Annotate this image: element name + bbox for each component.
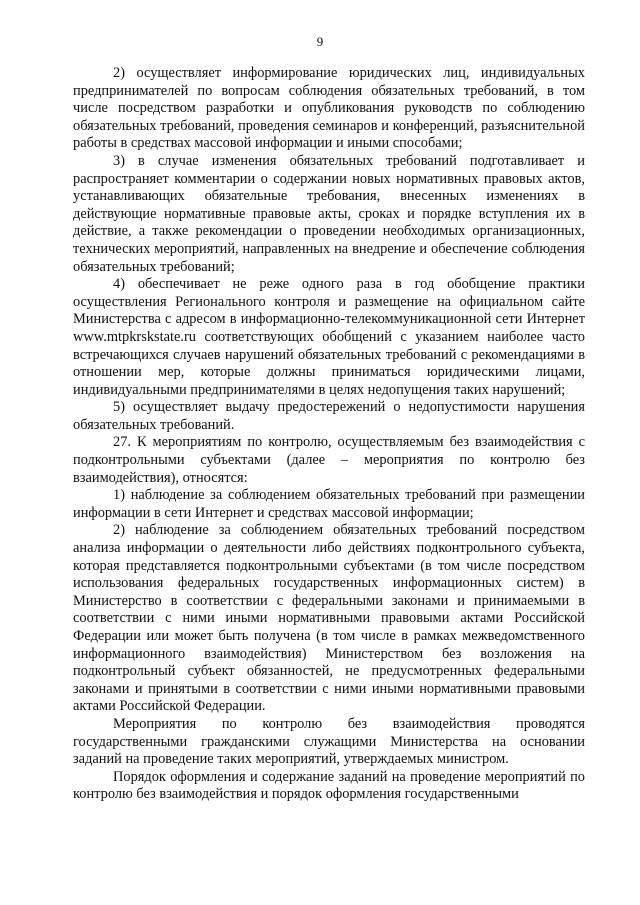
paragraph: Порядок оформления и содержание заданий на проведение мероприятий по контролю без взаимодействия и порядок оформления государственными	[73, 768, 585, 803]
page-number: 9	[316, 34, 324, 49]
paragraph: 1) наблюдение за соблюдением обязательных требований при размещении информации в сети Интернет и средствах массовой информации;	[73, 487, 585, 521]
paragraph: 3) в случае изменения обязательных требований подготавливает и распространяет комментарии о содержании новых нормативных правовых актов, устанавливающих обязательные требования, внесенных изменениях в действующие нормативные правовые акты, сроках и порядке вступления их в действие, а также рекомендации о проведении необходимых организационных, технических мероприятий, направленных на внедрение и обеспечение соблюдения обязательных требований;	[73, 152, 585, 275]
paragraph: 2) осуществляет информирование юридических лиц, индивидуальных предпринимателей по вопросам соблюдения обязательных требований, в том числе посредством разработки и опубликования руководств по соблюдению обязательных требований, проведения семинаров и конференций, разъяснительной работы в средствах массовой информации и иными способами;	[73, 65, 585, 152]
document-body	[73, 65, 585, 804]
paragraph: 2) наблюдение за соблюдением обязательных требований посредством анализа информации о деятельности либо действиях подконтрольного субъекта, которая представляется подконтрольными субъектами (в том числе посредством использования федеральных государственных информационных систем) в Министерство в соответствии с федеральными законами и принимаемыми в соответствии с ними иными нормативными правовыми актами Российской Федерации или может быть получена (в том числе в рамках межведомственного информационного взаимодействия) Министерством без возложения на подконтрольный субъект обязанностей, не предусмотренных федеральными законами и принятыми в соответствии с ними иными нормативными правовыми актами Российской Федерации.	[73, 522, 585, 715]
paragraph: Мероприятия по контролю без взаимодействия проводятся государственными гражданскими служащими Министерства на основании заданий на проведение таких мероприятий, утверждаемых министром.	[73, 715, 585, 768]
paragraph: 27. К мероприятиям по контролю, осуществляемым без взаимодействия с подконтрольными субъектами (далее – мероприятия по контролю без взаимодействия), относятся:	[73, 434, 585, 486]
paragraph: 5) осуществляет выдачу предостережений о недопустимости нарушения обязательных требований.	[73, 399, 585, 433]
paragraph: 4) обеспечивает не реже одного раза в год обобщение практики осуществления Регионального контроля и размещение на официальном сайте Министерства с адресом в информационно-телекоммуникационной сети Интернет www.mtpkrskstate.ru соответствующих обобщений с указанием наиболее часто встречающихся случаев нарушений обязательных требований с рекомендациями в отношении мер, которые должны приниматься юридическими лицами, индивидуальными предпринимателями в целях недопущения таких нарушений;	[73, 276, 585, 398]
